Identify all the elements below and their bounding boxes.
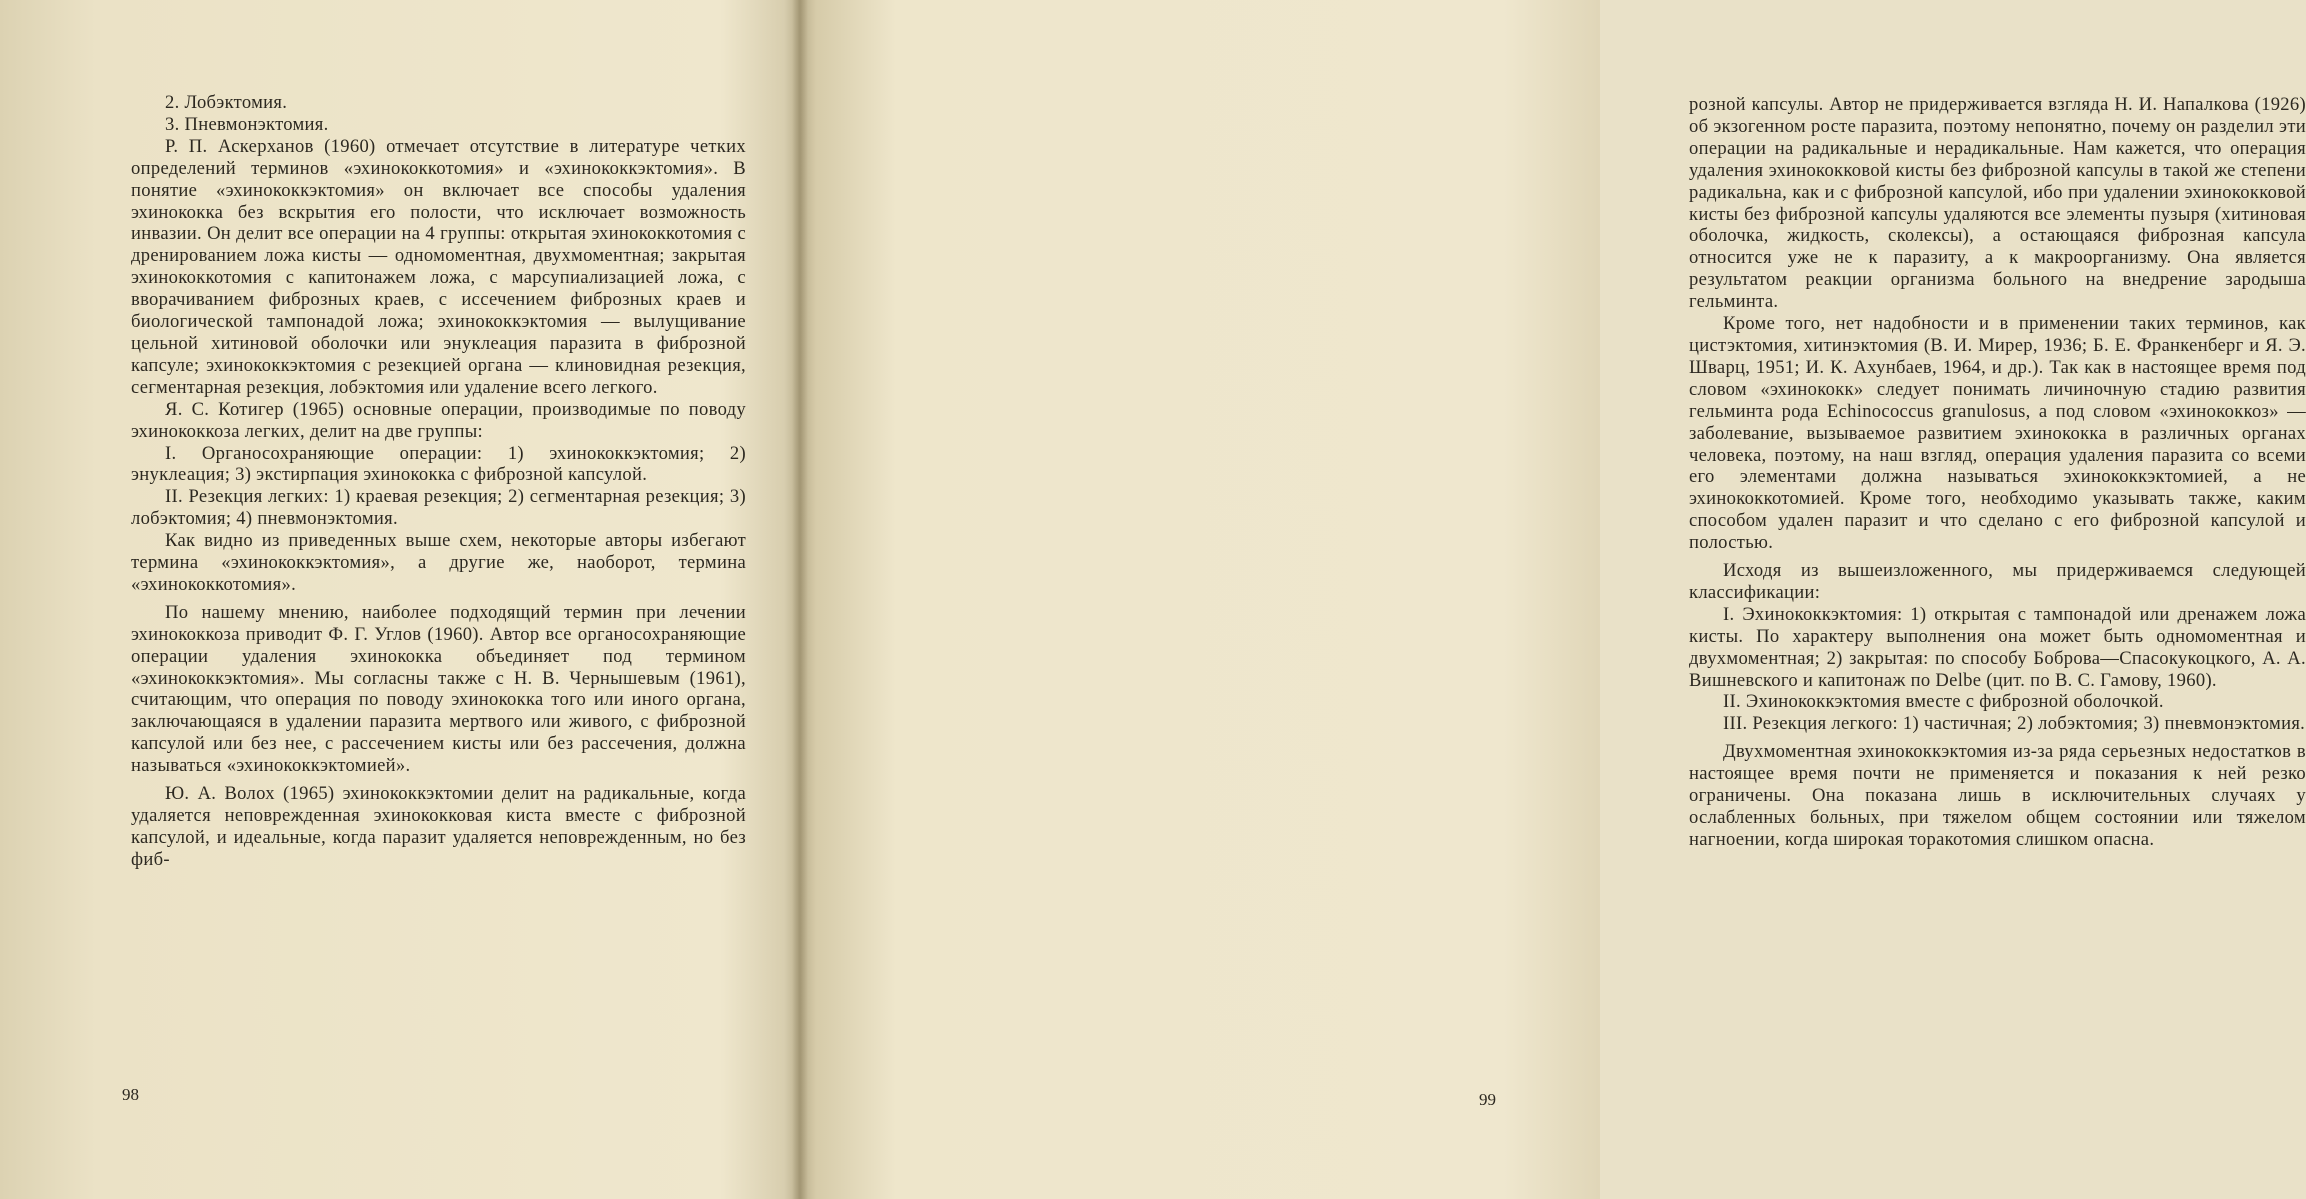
paragraph: Двухмоментная эхинококкэктомия из-за ряда серьезных недостатков в настоящее время почти не применяется и показания к ней резко ограничены. Она показана лишь в исключительных случаях у ослабленных больных, при тяжелом общем состоянии или тяжелом нагноении, когда широкая торакотомия слишком опасна. [1689,741,2306,850]
left-page-text [131,92,746,871]
paragraph: III. Резекция легкого: 1) частичная; 2) лобэктомия; 3) пневмонэктомия. [1723,713,2306,735]
right-page-text [1689,94,2306,851]
page-number-left: 98 [122,1085,139,1104]
list-item: 2. Лобэктомия. [165,92,288,113]
paragraph: Я. С. Котигер (1965) основные операции, производимые по поводу эхинококкоза легких, делит на две группы: [131,398,746,442]
paragraph: Как видно из приведенных выше схем, некоторые авторы избегают термина «эхинококкэктомия», а другие же, наоборот, термина «эхинококкотомия». [131,530,746,595]
paragraph: Ю. А. Волох (1965) эхинококкэктомии делит на радикальные, когда удаляется неповрежденная эхинококковая киста вместе с фиброзной капсулой, и идеальные, когда паразит удаляется неповрежденным, но без фиб- [131,783,746,870]
paragraph: II. Эхинококкэктомия вместе с фиброзной оболочкой. [1723,691,2164,713]
paragraph: I. Эхинококкэктомия: 1) открытая с тампонадой или дренажем ложа кисты. По характеру выполнения она может быть одномоментная и двухмоментная; 2) закрытая: по способу Боброва—Спасокукоцкого, А. А. Вишневского и капитонаж по Delbe (цит. по В. С. Гамову, 1960). [1689,603,2306,691]
left-page [0,0,800,1199]
paragraph: По нашему мнению, наиболее подходящий термин при лечении эхинококкоза приводит Ф. Г. Углов (1960). Автор все органосохраняющие операции удаления эхинококка объединяет под термином «эхинококкэктомия». Мы согласны также с Н. В. Чернышевым (1961), считающим, что операция по поводу эхинококка того или иного органа, заключающаяся в удалении паразита мертвого или живого, с фиброзной капсулой или без нее, с рассечением кисты или без рассечения, должна называться «эхинококкэктомией». [131,601,746,777]
paragraph: Р. П. Аскерханов (1960) отмечает отсутствие в литературе четких определений терминов «эхинококкотомия» и «эхинококкэктомия». В понятие «эхинококкэктомия» он включает все способы удаления эхинококка без вскрытия его полости, что исключает возможность инвазии. Он делит все операции на 4 группы: открытая эхинококкотомия с дренированием ложа кисты — одномоментная, двухмоментная; закрытая эхинококкотомия с капитонажем ложа, с марсупиализацией ложа, с вворачиванием фиброзных краев, с иссечением фиброзных краев и биологической тампонадой ложа; эхинококкэктомия — вылущивание цельной хитиновой оболочки или энуклеация паразита в фиброзной капсуле; эхинококкэктомия с резекцией органа — клиновидная резекция, сегментарная резекция, лобэктомия или удаление всего легкого. [131,135,746,398]
right-page [800,0,2306,1199]
paragraph: Кроме того, нет надобности и в применении таких терминов, как цистэктомия, хитинэктомия (В. И. Мирер, 1936; Б. Е. Франкенберг и Я. Э. Шварц, 1951; И. К. Ахунбаев, 1964, и др.). Так как в настоящее время под словом «эхинококк» следует понимать личиночную стадию развития гельминта рода Echinococcus granulosus, а под словом «эхинококкоз» — заболевание, вызываемое развитием эхинококка в различных органах человека, поэтому, на наш взгляд, операция удаления паразита со всеми его элементами должна называться эхинококкэктомией, а не эхинококкотомией. Кроме того, необходимо указывать также, каким способом удален паразит и что сделано с его фиброзной капсулой и полостью. [1689,313,2306,554]
paragraph: розной капсулы. Автор не придерживается взгляда Н. И. Напалкова (1926) об экзогенном росте паразита, поэтому непонятно, почему он разделил эти операции на радикальные и нерадикальные. Нам кажется, что операция удаления эхинококковой кисты без фиброзной капсулы в такой же степени радикальна, как и с фиброзной капсулой, ибо при удалении эхинококковой кисты без фиброзной капсулы удаляются все элементы пузыря (хитиновая оболочка, жидкость, сколексы), а остающаяся фиброзная капсула относится уже не к паразиту, а к макроорганизму. Она является результатом реакции организма больного на внедрение зародыша гельминта. [1689,94,2306,313]
paragraph: II. Резекция легких: 1) краевая резекция; 2) сегментарная резекция; 3) лобэктомия; 4) пневмонэктомия. [131,486,746,530]
list-item: 3. Пневмонэктомия. [165,113,329,135]
paragraph: Исходя из вышеизложенного, мы придерживаемся следующей классификации: [1689,560,2306,603]
page-number-right: 99 [1479,1090,1496,1109]
paragraph: I. Органосохраняющие операции: 1) эхинококкэктомия; 2) энуклеация; 3) экстирпация эхинококка с фиброзной капсулой. [131,442,746,486]
